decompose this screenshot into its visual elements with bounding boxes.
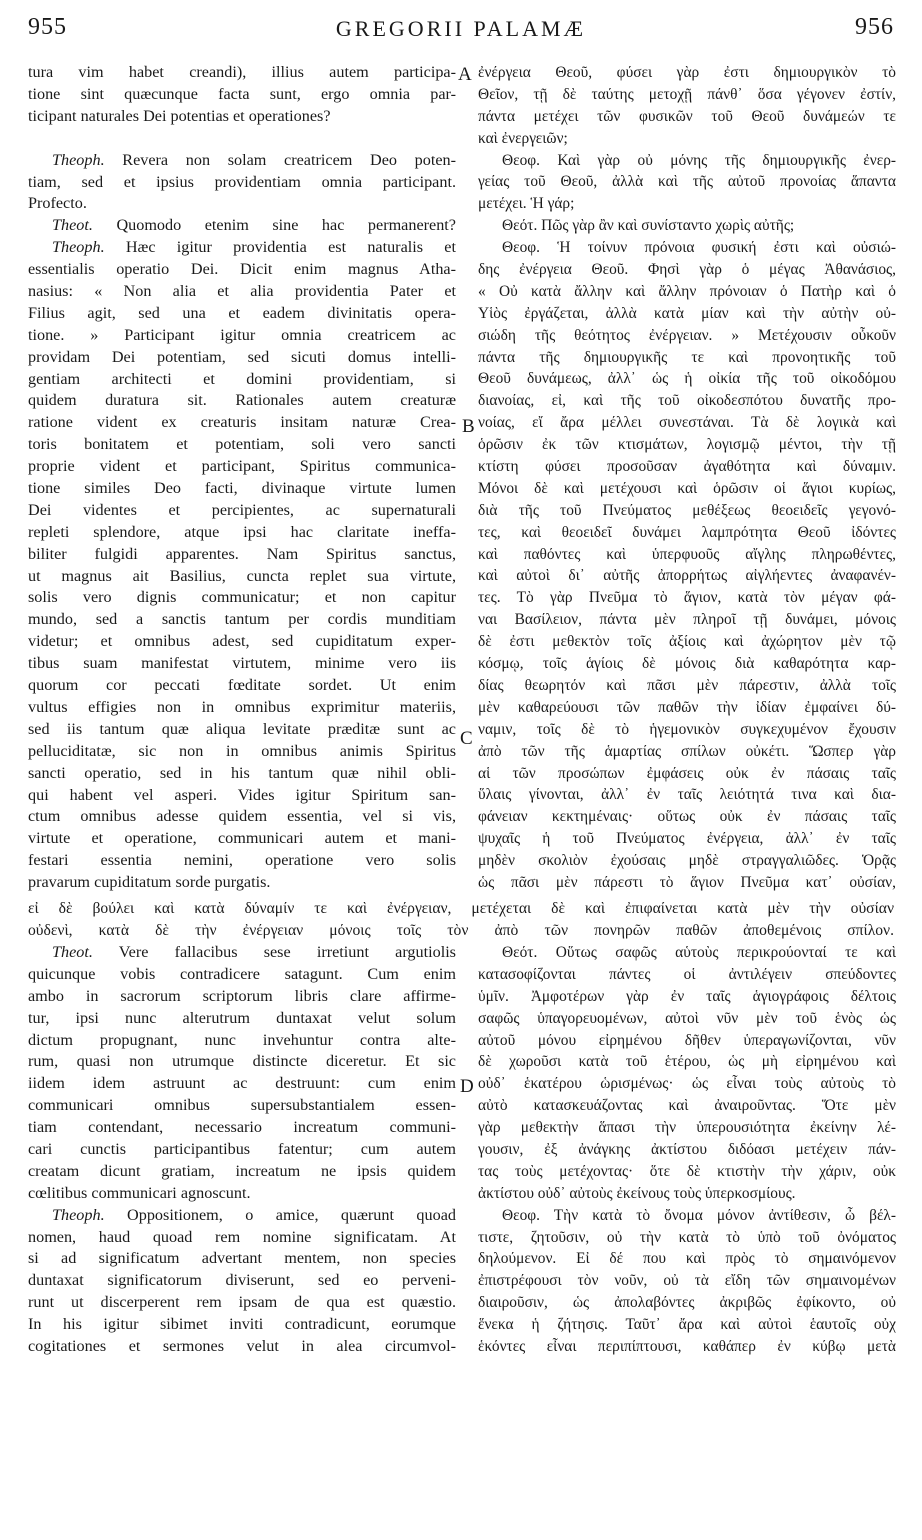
text-line: quidem duratura sit. Rationales autem creaturæ — [28, 391, 456, 410]
text-line: κόσμῳ, τοῖς ἁγίοις δὲ μόνοις διὰ καθαρότητα καρ- — [478, 655, 896, 673]
text-line: tura vim habet creandi), illius autem participa- — [28, 63, 456, 81]
text-line: toris bonitatem et potentiam, soli vero sancti — [28, 435, 456, 454]
text-line: ἀπὸ τῶν τῆς ἁμαρτίας σπίλων οὐκέτι. Ὥσπερ γὰρ — [478, 742, 896, 760]
text-line: Theot. Quomodo etenim sine hac permanerent? — [52, 216, 456, 235]
text-line: Profecto. — [28, 194, 87, 213]
greek-column-bottom — [478, 942, 896, 1358]
page-header — [28, 14, 894, 50]
text-line: καὶ παθόντες καὶ ὑπερφυοῦς αἴγλης πληρωθέντες, — [478, 545, 896, 563]
text-line: πάντα μετέχει τῶν φυσικῶν τοῦ Θεοῦ δυνάμεών τε — [478, 107, 896, 125]
text-line: διὰ τῆς τοῦ Πνεύματος μεθέξεως θεοειδεῖς γεγονό- — [478, 501, 896, 519]
text-line: repleti splendore, atque ipsi hac claritate ineffa- — [28, 522, 456, 541]
text-line: δίας θεωρητόν καὶ πᾶσι μὲν πάρεστιν, ἀλλὰ τοῖς — [478, 676, 896, 694]
text-line: δης ἐνέργεια Θεοῦ. Φησὶ γὰρ ὁ μέγας Ἀθανάσιος, — [478, 261, 896, 279]
text-line: μετέχει. Ἡ γάρ; — [478, 195, 575, 213]
margin-marker-c: C — [460, 728, 473, 749]
text-line: providam Dei potentiam, sed sicuti domus intelli- — [28, 347, 456, 366]
text-line: Μόνοι δὲ καὶ μετέχουσι καὶ ὁρῶσιν οἱ ἅγιοι κυρίως, — [478, 479, 896, 497]
text-line: τες, καὶ θεοειδεῖ δυνάμει λαμπρότητα Θεοῦ ἰδόντες — [478, 523, 896, 541]
text-line: cœlitibus communicari agnoscunt. — [28, 1183, 251, 1202]
text-line: nomen, haud quoad rem nomine significatam. At — [28, 1227, 456, 1246]
text-line: ctum omnibus adesse quidem essentia, vel si vis, — [28, 807, 456, 826]
text-line: In his igitur sibimet inviti contradicunt, eorumque — [28, 1315, 456, 1334]
text-line: Filius agit, sed una et eadem divinitatis opera- — [28, 303, 456, 322]
text-line: Θεότ. Οὕτως σαφῶς αὑτοὺς περικρούονταί τε καὶ — [502, 944, 896, 961]
text-line: σαφῶς ὑπαγορευομένων, αὐτοὶ νῦν μὲν τοῦ ἑνὸς ὡς — [478, 1009, 896, 1027]
text-line: creatam dicunt gratiam, increatum ne ipsis quidem — [28, 1161, 456, 1180]
text-line: πάντα τῆς δημιουργικῆς τε καὶ προνοητικῆς τοῦ — [478, 348, 896, 366]
text-line: tiam, sed et ipsius providentiam omnia participant. — [28, 172, 456, 191]
spanning-greek-line-2: οὐδενὶ, κατὰ δὲ τὴν ἐνέργειαν μόνοις τοῖς τὸν ἀπὸ τῶν πονηρῶν παθῶν ἀποθεμένοις σπίλον. — [28, 922, 894, 939]
text-line: ἐπιστρέφουσι τὸν νοῦν, οὐ τὰ εἴδη τῶν σημαινομένων — [478, 1272, 896, 1290]
text-line: ambo in sacrorum scriptorum libris clare affirme- — [28, 986, 456, 1005]
running-title: GREGORII PALAMÆ — [335, 16, 587, 41]
text-line: essentialis operatio Dei. Dicit enim magnus Atha- — [28, 260, 456, 279]
text-line: Θεοῦ δυνάμεως, ἀλλ᾽ ὡς ἡ οἰκία τῆς τοῦ οἰκοδόμου — [478, 370, 896, 388]
text-line: νοίας, εἴ ἄρα μέλλει συνεστάναι. Τὰ δὲ λογικὰ καὶ — [478, 414, 896, 432]
text-line: δὲ ἐστι μεθεκτὸν τοῖς ἀξίοις καὶ ἀχώρητον μὲν τῷ — [478, 633, 896, 651]
text-line: Theoph. Revera non solam creatricem Deo poten- — [52, 150, 456, 169]
text-line: proprie vident et participant, Spiritus communica- — [28, 457, 456, 476]
text-line: pravarum cupiditatum sorde purgatis. — [28, 873, 271, 892]
text-line: Theot. Vere fallacibus sese irretiunt argutiolis — [52, 943, 456, 961]
text-line: Θεότ. Πῶς γὰρ ἂν καὶ συνίσταντο χωρὶς αὐτῆς; — [502, 217, 795, 235]
text-line: καὶ αὐτοὶ δι᾽ αὐτῆς ἀπορρήτως αἰγλήεντες ἀναφανέν- — [478, 567, 896, 585]
text-line: vultus effigies non in omnibus exprimitur materiis, — [28, 697, 456, 716]
text-line: Υἱὸς ἐργάζεται, ἀλλὰ κατὰ μίαν καὶ τὴν αὐτὴν οὐ- — [478, 304, 896, 322]
text-line: si ad significatum advertant mentem, non species — [28, 1249, 456, 1268]
text-line: Theoph. Hæc igitur providentia est naturalis et — [52, 238, 456, 257]
text-line: σιώδη τῆς θεότητος ἐνέργειαν. » Μετέχουσιν οὖκοῦν — [478, 326, 896, 344]
greek-column-top — [478, 62, 896, 894]
text-line: ναι Βασίλειον, πάντα μὲν πληροῖ τῇ δυνάμει, μόνοις — [478, 611, 896, 629]
text-line: τες. Τὸ γὰρ Πνεῦμα τὸ ἅγιον, κατὰ τὸν μέγαν φά- — [478, 589, 896, 607]
text-line: γουσιν, ἐξ ἀνάγκης ἀκτίστου διδόασι μετέχειν πάν- — [478, 1141, 896, 1159]
text-line: δηλούμενον. Εἰ δέ που καὶ πρὸς τὸ σημαινόμενον — [478, 1250, 896, 1268]
text-line: αὐτοῦ μόνου εἰρημένου δῆθεν ὑπεραγωνίζονται, νῦν — [478, 1031, 896, 1049]
text-line: tione. » Participant igitur omnia creatricem ac — [28, 325, 456, 344]
text-line: Θεοφ. Τὴν κατὰ τὸ ὄνομα μόνον ἀντίθεσιν, ὦ βέλ- — [502, 1206, 896, 1224]
text-line: sancti operatio, sed in his tantum quæ nihil obli- — [28, 763, 456, 782]
page-number-right: 956 — [855, 14, 894, 40]
margin-marker-a: A — [458, 64, 472, 85]
text-line: ὡς πᾶσι μὲν πάρεστι τὸ ἅγιον Πνεῦμα κατ᾽ οὐσίαν, — [478, 873, 896, 891]
text-line: ut magnus ait Basilius, cuncta replet sua virtute, — [28, 566, 456, 585]
text-line: Θεοφ. Καὶ γὰρ οὐ μόνης τῆς δημιουργικῆς ἐνερ- — [502, 151, 896, 169]
text-line: sed iis tantum quæ aliqua levitate præditæ sunt ac — [28, 719, 456, 738]
text-line: αὐτὸ κατασκευάζοντας καὶ ἀναιροῦντας. Ὅτε μὲν — [478, 1097, 896, 1115]
text-line: Θεοφ. Ἡ τοίνυν πρόνοια φυσική ἐστι καὶ οὐσιώ- — [502, 239, 896, 257]
text-line: καὶ ἐνεργειῶν; — [478, 129, 568, 147]
text-line: nasius: « Non alia et alia providentia Pater et — [28, 282, 456, 301]
text-line: τας τοὺς μετέχοντας· ὅτε δὲ κτιστὴν τὴν χάριν, οὐκ — [478, 1162, 896, 1180]
page-number-left: 955 — [28, 14, 67, 40]
latin-column-top — [28, 62, 456, 894]
latin-column-bottom — [28, 942, 456, 1358]
text-line: ratione vident ex creaturis insitam naturæ Crea- — [28, 413, 456, 432]
text-line: ἑκόντες εἶναι περιπίπτουσι, καθάπερ ἐν κύβῳ μετὰ — [478, 1338, 896, 1356]
text-line: videtur; et omnibus adest, sed cupiditatum exper- — [28, 632, 456, 651]
text-line: pelluciditatæ, sic non in omnibus animis Spiritus — [28, 741, 456, 760]
text-line: mundo, sed a sanctis tantum per cordis munditiam — [28, 610, 456, 629]
text-line: ὁρῶσιν ἐκ τῶν κτισμάτων, λογισμῷ μέντοι, τὴν τῇ — [478, 436, 896, 454]
text-line: « Οὐ κατὰ ἄλλην καὶ ἄλλην πρόνοιαν ὁ Πατὴρ καὶ ὁ — [478, 282, 896, 300]
text-line: δὲ χωροῦσι κατὰ τοῦ ἑτέρου, ὡς μὴ εἰρημένου καὶ — [478, 1053, 896, 1071]
text-line: κτίστη φύσει προσοῦσαν ἀγαθότητα καὶ δύναμιν. — [478, 458, 896, 476]
text-line: cari cunctis participantibus fatentur; cum autem — [28, 1140, 456, 1159]
text-line: ἕνεκα ἡ ζήτησις. Ταῦτ᾽ ἄρα καὶ αὐτοὶ ἑαυτοῖς οὐχ — [478, 1316, 896, 1334]
text-line: virtute et operatione, communicari autem et mani- — [28, 829, 456, 848]
text-line: festari essentia nemini, operatione vero solis — [28, 851, 456, 870]
text-line: iidem idem astruunt ac destruunt: cum enim — [28, 1074, 456, 1093]
text-line: rum, quasi non utrumque distincte diceretur. Et sic — [28, 1052, 456, 1071]
spanning-greek-line-1: εἰ δὲ βούλει καὶ κατὰ δύναμίν τε καὶ ἐνέργειαν, μετέχεται δὲ καὶ ἐπιφαίνεται κατὰ μὲν τὴν οὐσίαν — [28, 900, 894, 917]
text-line: tur, ipsi nunc alterutrum duntaxat velut solum — [28, 1008, 456, 1027]
text-line: ἐνέργεια Θεοῦ, φύσει γὰρ ἐστι δημιουργικὸν τὸ — [478, 64, 896, 81]
text-line: ναμιν, τοῖς δὲ τὸ ἡγεμονικὸν συγκεχυμένον ἔχουσιν — [478, 720, 896, 738]
text-line: dictum propugnant, nunc invehuntur contra alte- — [28, 1030, 456, 1049]
text-line: Θεῖον, τῇ δὲ ταύτης μετοχῇ πάνθ᾽ ὅσα γέγονεν ἐστίν, — [478, 85, 896, 103]
text-line: ψυχαῖς ἡ τοῦ Πνεύματος ἐνέργεια, ἀλλ᾽ ἐν ταῖς — [478, 830, 896, 848]
text-line: μὲν καθαρεύουσι τῶν παθῶν τὴν ἰδίαν ἐμφαίνει δύ- — [478, 698, 896, 716]
text-line: gentiam architecti et domini providentiam, si — [28, 369, 456, 388]
text-line: Dei videntes et percipientes, ac supernaturali — [28, 500, 456, 519]
text-line: Theoph. Oppositionem, o amice, quærunt quoad — [52, 1205, 456, 1224]
text-line: ὕλαις γίνονται, ἀλλ᾽ ἐν ταῖς λειότητά τινα καὶ δια- — [478, 786, 896, 804]
text-line: tione sint quæcunque facta sunt, ergo omnia par- — [28, 84, 456, 103]
text-line: tione similes Deo facti, divinaque virtute lumen — [28, 479, 456, 498]
text-line: γὰρ μεθεκτὴν ἅπασι τὴν ὑπερουσιότητα ἐκείνην λέ- — [478, 1119, 896, 1137]
text-line: διαιροῦσιν, ὡς ἀπολαβόντες ἀκριβῶς ἐφίκοντο, οὐ — [478, 1294, 896, 1312]
text-line: communicari omnibus supersubstantialem essen- — [28, 1096, 456, 1115]
text-line: μηδὲν σκολιὸν ἐχούσαις μηδὲ στραγγαλιῶδες. Ὁρᾷς — [478, 852, 896, 870]
text-line: ὑμῖν. Ἀμφοτέρων γὰρ ἐν ταῖς ἁγιογράφοις δέλτοις — [478, 987, 896, 1005]
text-line: γείας τοῦ Θεοῦ, ἀλλὰ καὶ τῆς αὐτοῦ προνοίας ἅπαντα — [478, 173, 896, 191]
text-line: solis vero dignis communicatur; et non capitur — [28, 588, 456, 607]
text-line: τιστε, ζητοῦσιν, οὐ τὴν κατὰ τὸ ὑπὸ τοῦ ὀνόματος — [478, 1228, 896, 1246]
text-line: cogitationes et sermones velut in alea circumvol- — [28, 1337, 456, 1356]
text-line: runt ut discerperent rem ipsam de qua est quæstio. — [28, 1293, 456, 1312]
text-line: οὐδ᾽ ἑκατέρου ὡρισμένως· ὡς εἶναι τοὺς αὐτοὺς τὸ — [478, 1075, 896, 1093]
text-line: ticipant naturales Dei potentias et operationes? — [28, 106, 331, 125]
text-line: biliter fulgidi apparentes. Nam Spiritus sanctus, — [28, 544, 456, 563]
text-line: quorum cor peccati fœditate sordet. Ut enim — [28, 676, 456, 695]
margin-marker-b: B — [462, 416, 475, 437]
text-line: qui habent vel asperi. Vides igitur Spiritum san- — [28, 785, 456, 804]
text-line: tibus suam manifestat virtutem, minime vero iis — [28, 654, 456, 673]
text-line: tiam contendant, necessario increatum communi- — [28, 1118, 456, 1137]
text-line: κατασοφίζονται πάντες οἱ ἀντιλέγειν σπεύδοντες — [478, 965, 896, 983]
paragraph-gap — [28, 128, 456, 150]
text-line: φάνειαν κεκτημέναις· οὕτως οὐκ ἐν πάσαις ταῖς — [478, 808, 896, 826]
text-line: quicunque vobis contradicere satagunt. Cum enim — [28, 964, 456, 983]
margin-marker-d: D — [460, 1076, 474, 1097]
text-line: ἀκτίστου οὐδ᾽ αὐτοὺς ἐκείνους τοὺς ὑπερκοσμίους. — [478, 1184, 796, 1202]
text-line: αἱ τῶν προσώπων ἐμφάσεις οὐκ ἐν πάσαις ταῖς — [478, 764, 896, 782]
text-line: διανοίας, εἰ, καὶ τῆς τοῦ οἰκοδεσπότου δυνατῆς προ- — [478, 392, 896, 410]
text-line: duntaxat significatorum diviserunt, sed eo perveni- — [28, 1271, 456, 1290]
